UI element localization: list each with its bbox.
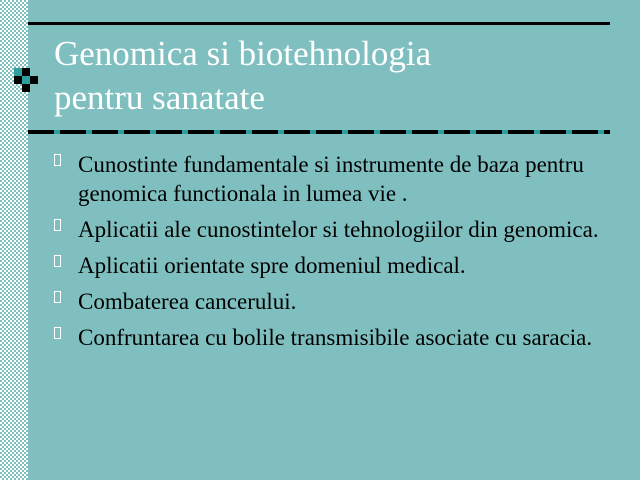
bullet-icon: [54, 291, 61, 303]
list-item: [52, 287, 612, 316]
bullet-icon: [54, 327, 61, 339]
bullet-icon: [54, 154, 61, 166]
corner-squares-icon: [14, 68, 38, 92]
bullet-icon: [54, 219, 61, 231]
title-line-2: pentru sanatate: [54, 78, 265, 117]
bullet-icon: [54, 255, 61, 267]
list-item: [52, 215, 612, 244]
top-rule: [28, 22, 610, 25]
bullet-text: Cunostinte fundamentale si instrumente de baza pentru genomica functionala in lumea vie .: [78, 152, 584, 206]
slide-title: [54, 32, 614, 120]
title-line-1: Genomica si biotehnologia: [54, 34, 432, 73]
title-divider: [28, 130, 610, 134]
bullet-list: [52, 150, 612, 359]
bullet-text: Confruntarea cu bolile transmisibile asociate cu saracia.: [78, 325, 593, 350]
list-item: [52, 150, 612, 208]
bullet-text: Aplicatii ale cunostintelor si tehnologiilor din genomica.: [78, 217, 599, 242]
bullet-text: Aplicatii orientate spre domeniul medical.: [78, 253, 466, 278]
list-item: [52, 251, 612, 280]
list-item: [52, 323, 612, 352]
bullet-text: Combaterea cancerului.: [78, 289, 297, 314]
